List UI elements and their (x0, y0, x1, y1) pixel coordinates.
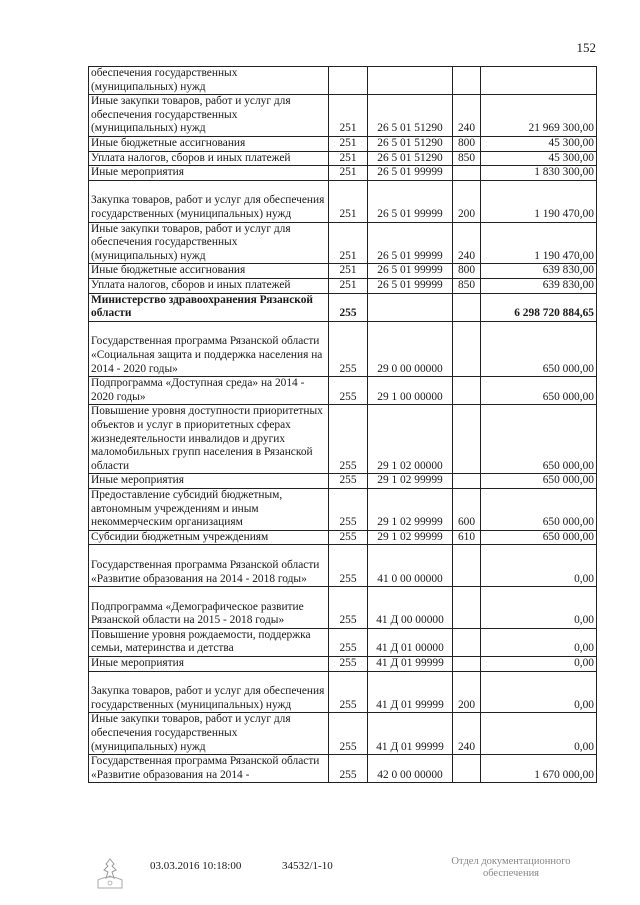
cell-amount: 6 298 720 884,65 (481, 293, 597, 321)
cell-expense-type: 800 (453, 264, 481, 279)
cell-amount: 650 000,00 (481, 530, 597, 545)
cell-target-article: 26 5 01 51290 (368, 151, 453, 166)
cell-amount: 0,00 (481, 545, 597, 587)
table-row (89, 587, 597, 629)
cell-expense-type (453, 657, 481, 672)
cell-expense-type: 800 (453, 136, 481, 151)
cell-target-article: 26 5 01 51290 (368, 136, 453, 151)
cell-ministry-code: 255 (329, 405, 368, 474)
cell-name: Государственная программа Рязанской области «Развитие образования на 2014 - 2018 годы» (89, 545, 329, 587)
cell-expense-type: 200 (453, 180, 481, 222)
cell-amount: 45 300,00 (481, 151, 597, 166)
cell-ministry-code: 255 (329, 545, 368, 587)
cell-name: Государственная программа Рязанской области «Социальная защита и поддержка населения на 2014 - 2020 годы» (89, 321, 329, 376)
cell-target-article: 41 Д 01 99999 (368, 713, 453, 755)
cell-ministry-code (329, 67, 368, 95)
cell-ministry-code: 251 (329, 151, 368, 166)
table-row (89, 136, 597, 151)
cell-name: Подпрограмма «Доступная среда» на 2014 - 2020 годы» (89, 377, 329, 405)
cell-expense-type: 200 (453, 671, 481, 713)
cell-target-article: 26 5 01 99999 (368, 222, 453, 264)
table-body (89, 67, 597, 783)
cell-name: обеспечения государственных (муниципальных) нужд (89, 67, 329, 95)
cell-ministry-code: 255 (329, 587, 368, 629)
cell-expense-type: 240 (453, 222, 481, 264)
cell-expense-type: 240 (453, 95, 481, 137)
cell-expense-type (453, 293, 481, 321)
cell-ministry-code: 255 (329, 474, 368, 489)
cell-expense-type (453, 755, 481, 783)
table-row (89, 180, 597, 222)
cell-ministry-code: 255 (329, 488, 368, 530)
cell-ministry-code: 251 (329, 222, 368, 264)
cell-target-article: 41 Д 00 00000 (368, 587, 453, 629)
cell-amount: 0,00 (481, 587, 597, 629)
cell-name: Уплата налогов, сборов и иных платежей (89, 151, 329, 166)
cell-target-article (368, 67, 453, 95)
cell-target-article: 29 1 02 99999 (368, 488, 453, 530)
cell-target-article: 26 5 01 51290 (368, 95, 453, 137)
table-row (89, 278, 597, 293)
cell-name: Подпрограмма «Демографическое развитие Рязанской области на 2015 - 2018 годы» (89, 587, 329, 629)
cell-name: Субсидии бюджетным учреждениям (89, 530, 329, 545)
cell-name: Государственная программа Рязанской области «Развитие образования на 2014 - (89, 755, 329, 783)
cell-amount: 650 000,00 (481, 377, 597, 405)
cell-name: Иные закупки товаров, работ и услуг для обеспечения государственных (муниципальных) нужд (89, 222, 329, 264)
cell-name: Предоставление субсидий бюджетным, автономным учреждениям и иным некоммерческим организациям (89, 488, 329, 530)
table-row (89, 671, 597, 713)
footer-department-stamp: Отдел документационного обеспечения (451, 856, 571, 879)
cell-name: Уплата налогов, сборов и иных платежей (89, 278, 329, 293)
cell-name: Иные закупки товаров, работ и услуг для обеспечения государственных (муниципальных) нужд (89, 713, 329, 755)
cell-target-article: 29 1 02 99999 (368, 474, 453, 489)
cell-ministry-code: 255 (329, 713, 368, 755)
cell-target-article: 41 Д 01 99999 (368, 657, 453, 672)
cell-target-article: 29 0 00 00000 (368, 321, 453, 376)
table-row (89, 405, 597, 474)
table-row (89, 67, 597, 95)
cell-name: Повышение уровня рождаемости, поддержка семьи, материнства и детства (89, 628, 329, 656)
cell-target-article: 41 Д 01 00000 (368, 628, 453, 656)
cell-expense-type: 610 (453, 530, 481, 545)
table-row (89, 293, 597, 321)
cell-amount: 650 000,00 (481, 474, 597, 489)
cell-ministry-code: 251 (329, 95, 368, 137)
cell-expense-type (453, 67, 481, 95)
cell-expense-type (453, 405, 481, 474)
cell-target-article: 26 5 01 99999 (368, 166, 453, 181)
cell-name: Иные бюджетные ассигнования (89, 264, 329, 279)
cell-expense-type: 240 (453, 713, 481, 755)
cell-ministry-code: 251 (329, 180, 368, 222)
budget-table (88, 66, 597, 783)
cell-amount: 650 000,00 (481, 405, 597, 474)
cell-expense-type: 850 (453, 151, 481, 166)
cell-amount: 0,00 (481, 713, 597, 755)
cell-amount: 639 830,00 (481, 264, 597, 279)
cell-target-article: 29 1 02 99999 (368, 530, 453, 545)
table-row (89, 657, 597, 672)
cell-ministry-code: 251 (329, 166, 368, 181)
cell-name: Иные бюджетные ассигнования (89, 136, 329, 151)
coat-of-arms-logo (88, 856, 132, 892)
cell-ministry-code: 255 (329, 293, 368, 321)
cell-expense-type (453, 587, 481, 629)
cell-target-article: 42 0 00 00000 (368, 755, 453, 783)
cell-ministry-code: 255 (329, 657, 368, 672)
table-row (89, 488, 597, 530)
table-row (89, 755, 597, 783)
cell-name: Закупка товаров, работ и услуг для обеспечения государственных (муниципальных) нужд (89, 671, 329, 713)
cell-expense-type (453, 545, 481, 587)
table-row (89, 321, 597, 376)
table-row (89, 713, 597, 755)
cell-amount: 1 190 470,00 (481, 180, 597, 222)
cell-name: Повышение уровня доступности приоритетных объектов и услуг в приоритетных сферах жизнедеятельности инвалидов и других маломобильных групп населения в Рязанской области (89, 405, 329, 474)
cell-expense-type (453, 628, 481, 656)
cell-target-article: 29 1 02 00000 (368, 405, 453, 474)
page-number: 152 (576, 40, 596, 55)
cell-ministry-code: 255 (329, 377, 368, 405)
cell-expense-type (453, 321, 481, 376)
table-row (89, 545, 597, 587)
cell-ministry-code: 251 (329, 136, 368, 151)
cell-expense-type (453, 474, 481, 489)
cell-expense-type (453, 377, 481, 405)
cell-amount: 650 000,00 (481, 321, 597, 376)
cell-amount: 0,00 (481, 657, 597, 672)
cell-name: Иные мероприятия (89, 474, 329, 489)
cell-amount: 1 670 000,00 (481, 755, 597, 783)
table-row (89, 530, 597, 545)
cell-amount: 1 190 470,00 (481, 222, 597, 264)
cell-expense-type: 850 (453, 278, 481, 293)
cell-ministry-code: 255 (329, 755, 368, 783)
cell-target-article: 26 5 01 99999 (368, 278, 453, 293)
table-row (89, 95, 597, 137)
table-row (89, 222, 597, 264)
cell-amount: 0,00 (481, 628, 597, 656)
table-row (89, 264, 597, 279)
cell-expense-type (453, 166, 481, 181)
table-row (89, 377, 597, 405)
cell-amount: 21 969 300,00 (481, 95, 597, 137)
cell-amount: 0,00 (481, 671, 597, 713)
cell-expense-type: 600 (453, 488, 481, 530)
cell-ministry-code: 251 (329, 264, 368, 279)
footer-datetime: 03.03.2016 10:18:00 (150, 860, 242, 872)
cell-ministry-code: 251 (329, 278, 368, 293)
cell-target-article (368, 293, 453, 321)
table-row (89, 474, 597, 489)
table-row (89, 628, 597, 656)
cell-amount: 639 830,00 (481, 278, 597, 293)
cell-ministry-code: 255 (329, 671, 368, 713)
cell-target-article: 26 5 01 99999 (368, 264, 453, 279)
cell-ministry-code: 255 (329, 321, 368, 376)
cell-target-article: 41 Д 01 99999 (368, 671, 453, 713)
cell-name: Иные закупки товаров, работ и услуг для обеспечения государственных (муниципальных) нужд (89, 95, 329, 137)
cell-ministry-code: 255 (329, 628, 368, 656)
table-row (89, 166, 597, 181)
cell-ministry-code: 255 (329, 530, 368, 545)
cell-name: Министерство здравоохранения Рязанской области (89, 293, 329, 321)
cell-amount: 1 830 300,00 (481, 166, 597, 181)
cell-target-article: 26 5 01 99999 (368, 180, 453, 222)
footer-doc-number: 34532/1-10 (282, 860, 333, 872)
cell-target-article: 29 1 00 00000 (368, 377, 453, 405)
table-row (89, 151, 597, 166)
cell-name: Иные мероприятия (89, 166, 329, 181)
cell-name: Закупка товаров, работ и услуг для обеспечения государственных (муниципальных) нужд (89, 180, 329, 222)
cell-target-article: 41 0 00 00000 (368, 545, 453, 587)
cell-name: Иные мероприятия (89, 657, 329, 672)
cell-amount: 45 300,00 (481, 136, 597, 151)
cell-amount: 650 000,00 (481, 488, 597, 530)
cell-amount (481, 67, 597, 95)
